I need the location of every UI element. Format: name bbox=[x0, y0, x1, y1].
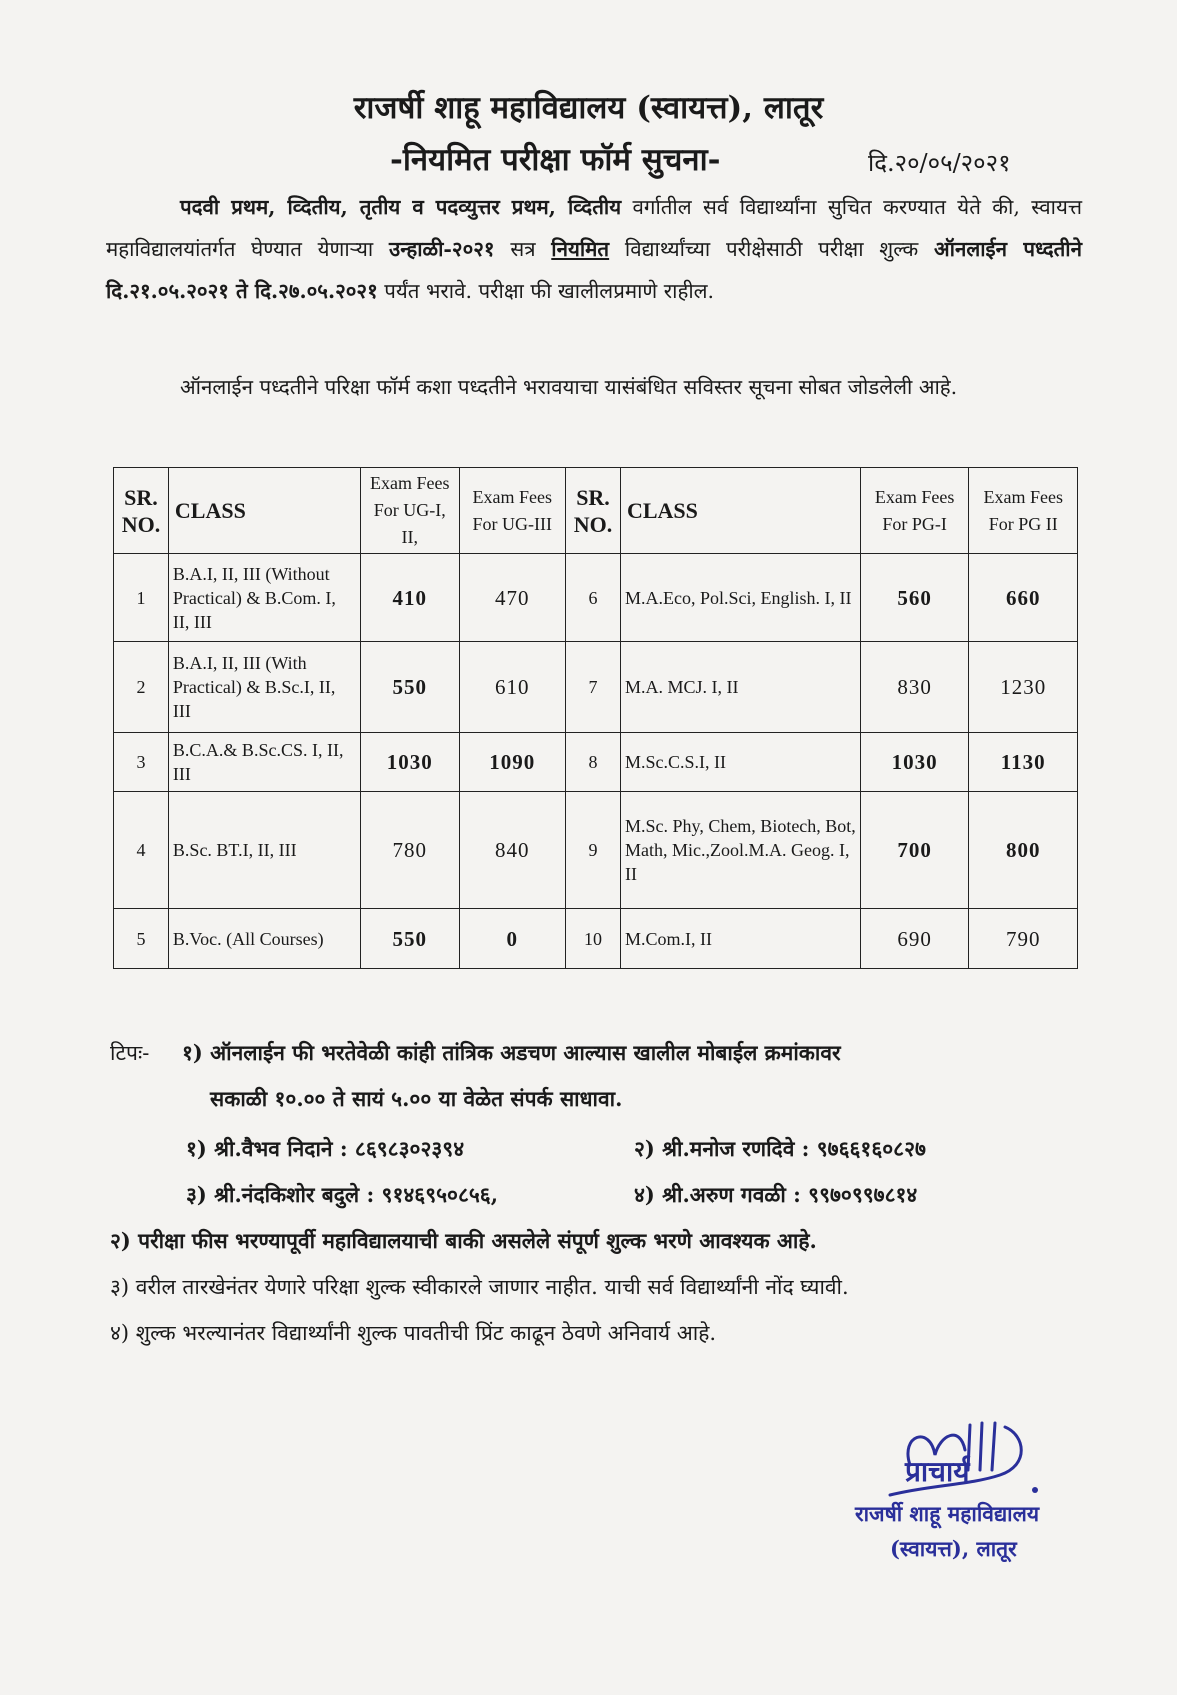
cell-class-2: M.Sc. Phy, Chem, Biotech, Bot, Math, Mic.,Zool.M.A. Geog. I, II bbox=[620, 792, 860, 909]
cell-class: B.A.I, II, III (Without Practical) & B.Com. I, II, III bbox=[168, 554, 360, 642]
tip-1-line-1: १) ऑनलाईन फी भरतेवेळी कांही तांत्रिक अडचण आल्यास खालील मोबाईल क्रमांकावर bbox=[182, 1040, 841, 1065]
contact-4: ४) श्री.अरुण गवळी : ९९७०९९७८१४ bbox=[634, 1182, 918, 1207]
tip-4: ४) शुल्क भरल्यानंतर विद्यार्थ्यांनी शुल्क पावतीची प्रिंट काढून ठेवणे अनिवार्य आहे. bbox=[110, 1321, 717, 1345]
cell-ug3: 0 bbox=[459, 909, 566, 969]
para1-text-d: पर्यंत भरावे. परीक्षा फी खालीलप्रमाणे राहील. bbox=[377, 279, 715, 303]
fees-table-header bbox=[114, 468, 1078, 554]
cell-sr-2: 7 bbox=[566, 642, 621, 732]
header-sr-no: SR. NO. bbox=[114, 468, 169, 554]
contact-2: २) श्री.मनोज रणदिवे : ९७६६१६०८२७ bbox=[634, 1136, 926, 1161]
tip-1-line-2: सकाळी १०.०० ते सायं ५.०० या वेळेत संपर्क साधावा. bbox=[210, 1086, 623, 1111]
cell-ug12: 1030 bbox=[360, 732, 459, 792]
stamp-line-1: राजर्षी शाहू महाविद्यालय bbox=[855, 1501, 1040, 1526]
tip-2: २) परीक्षा फीस भरण्यापूर्वी महाविद्यालयाची बाकी असलेले संपूर्ण शुल्क भरणे आवश्यक आहे. bbox=[110, 1228, 817, 1253]
cell-sr: 2 bbox=[114, 642, 169, 732]
table-row bbox=[114, 732, 1078, 792]
header-pg2: Exam Fees For PG II bbox=[969, 468, 1078, 554]
cell-ug3: 470 bbox=[459, 554, 566, 642]
cell-sr: 1 bbox=[114, 554, 169, 642]
cell-sr-2: 9 bbox=[566, 792, 621, 909]
cell-pg2: 790 bbox=[969, 909, 1078, 969]
contact-3: ३) श्री.नंदकिशोर बदुले : ९१४६९५०८५६, bbox=[186, 1182, 499, 1207]
cell-ug12: 550 bbox=[360, 909, 459, 969]
stamp-line-2: (स्वायत्त), लातूर bbox=[890, 1536, 1017, 1561]
para1-classes: पदवी प्रथम, व्दितीय, तृतीय व पदव्युत्तर प्रथम, व्दितीय bbox=[180, 195, 622, 219]
para1-regular: नियमित bbox=[551, 237, 610, 261]
cell-pg1: 560 bbox=[860, 554, 969, 642]
cell-sr: 4 bbox=[114, 792, 169, 909]
fees-table bbox=[113, 467, 1078, 969]
header-class-2: CLASS bbox=[620, 468, 860, 554]
header-class: CLASS bbox=[168, 468, 360, 554]
cell-class-2: M.Sc.C.S.I, II bbox=[620, 732, 860, 792]
cell-sr-2: 6 bbox=[566, 554, 621, 642]
header-ug12: Exam Fees For UG-I, II, bbox=[360, 468, 459, 554]
cell-class-2: M.A. MCJ. I, II bbox=[620, 642, 860, 732]
cell-class: B.Sc. BT.I, II, III bbox=[168, 792, 360, 909]
para1-dates: ऑनलाईन पध्दतीने दि.२१.०५.२०२१ ते दि.२७.०५.२०२१ bbox=[106, 237, 1082, 303]
tip-3: ३) वरील तारखेनंतर येणारे परिक्षा शुल्क स्वीकारले जाणार नाहीत. याची सर्व विद्यार्थ्यांनी नोंद घ्यावी. bbox=[110, 1275, 849, 1299]
notice-title: -नियमित परीक्षा फॉर्म सुचना- bbox=[390, 142, 721, 178]
cell-class-2: M.Com.I, II bbox=[620, 909, 860, 969]
cell-pg1: 830 bbox=[860, 642, 969, 732]
cell-ug12: 550 bbox=[360, 642, 459, 732]
cell-class: B.C.A.& B.Sc.CS. I, II, III bbox=[168, 732, 360, 792]
cell-pg1: 1030 bbox=[860, 732, 969, 792]
header-pg1: Exam Fees For PG-I bbox=[860, 468, 969, 554]
table-row bbox=[114, 554, 1078, 642]
cell-ug3: 610 bbox=[459, 642, 566, 732]
cell-ug12: 410 bbox=[360, 554, 459, 642]
cell-ug12: 780 bbox=[360, 792, 459, 909]
cell-sr: 5 bbox=[114, 909, 169, 969]
cell-class-2: M.A.Eco, Pol.Sci, English. I, II bbox=[620, 554, 860, 642]
cell-pg1: 690 bbox=[860, 909, 969, 969]
cell-class: B.A.I, II, III (With Practical) & B.Sc.I, II, III bbox=[168, 642, 360, 732]
notice-paragraph-2: ऑनलाईन पध्दतीने परिक्षा फॉर्म कशा पध्दतीने भरावयाचा यासंबंधित सविस्तर सूचना सोबत जोडलेली आहे. bbox=[180, 375, 958, 399]
tips-label: टिपः- bbox=[110, 1041, 150, 1065]
cell-pg2: 660 bbox=[969, 554, 1078, 642]
header-ug3: Exam Fees For UG-III bbox=[459, 468, 566, 554]
para1-session: उन्हाळी-२०२१ bbox=[388, 237, 495, 261]
table-row bbox=[114, 909, 1078, 969]
notice-date: दि.२०/०५/२०२१ bbox=[868, 149, 1011, 177]
para1-text-b: सत्र bbox=[494, 237, 552, 261]
para1-text-a: वर्गातील सर्व विद्यार्थ्यांना सुचित करण्यात येते की, स्वायत्त महाविद्यालयांतर्गत घेण्यात येणाऱ्या bbox=[106, 195, 1082, 261]
cell-pg1: 700 bbox=[860, 792, 969, 909]
stamp-title: प्राचार्य bbox=[905, 1455, 970, 1488]
college-title: राजर्षी शाहू महाविद्यालय (स्वायत्त), लातूर bbox=[353, 90, 824, 126]
cell-sr: 3 bbox=[114, 732, 169, 792]
cell-ug3: 1090 bbox=[459, 732, 566, 792]
cell-class: B.Voc. (All Courses) bbox=[168, 909, 360, 969]
header-sr-no-2: SR. NO. bbox=[566, 468, 621, 554]
cell-pg2: 1130 bbox=[969, 732, 1078, 792]
notice-paragraph-1 bbox=[106, 186, 1082, 312]
cell-pg2: 1230 bbox=[969, 642, 1078, 732]
cell-sr-2: 10 bbox=[566, 909, 621, 969]
cell-sr-2: 8 bbox=[566, 732, 621, 792]
contact-1: १) श्री.वैभव निदाने : ८६९८३०२३९४ bbox=[186, 1136, 465, 1161]
para1-text-c: विद्यार्थ्यांच्या परीक्षेसाठी परीक्षा शुल्क bbox=[609, 237, 934, 261]
cell-ug3: 840 bbox=[459, 792, 566, 909]
table-row bbox=[114, 642, 1078, 732]
cell-pg2: 800 bbox=[969, 792, 1078, 909]
table-row bbox=[114, 792, 1078, 909]
